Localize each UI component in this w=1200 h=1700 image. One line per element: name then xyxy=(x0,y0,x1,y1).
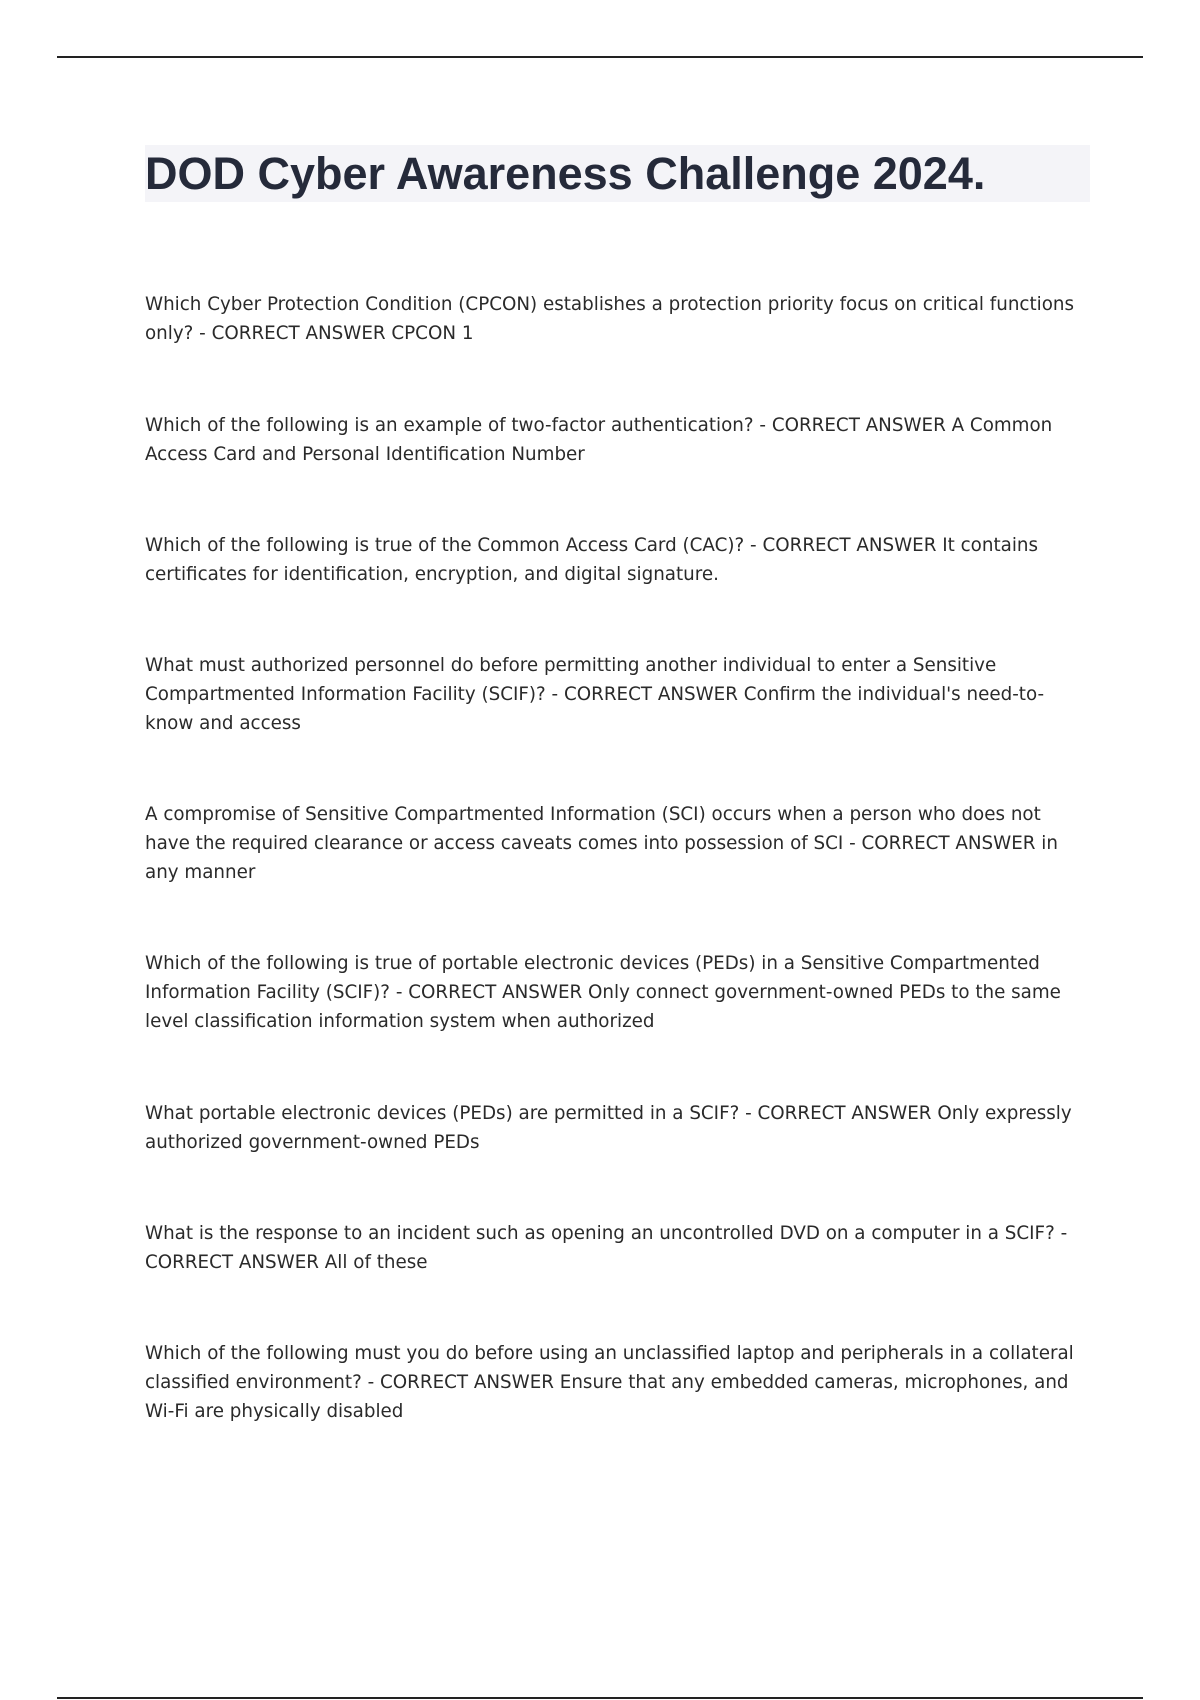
answer-text: It contains certificates for identification, encryption, and digital signature. xyxy=(145,535,1039,585)
qa-item-1 xyxy=(145,290,1085,348)
separator: - xyxy=(361,1372,381,1393)
answer-label: CORRECT ANSWER xyxy=(757,1103,932,1124)
qa-item-2 xyxy=(145,411,1085,469)
answer-text: CPCON 1 xyxy=(391,323,474,344)
answer-label: CORRECT ANSWER xyxy=(408,982,583,1003)
separator: - xyxy=(843,833,862,854)
qa-item-3 xyxy=(145,531,1085,589)
answer-text: All of these xyxy=(324,1252,428,1273)
question-text: What portable electronic devices (PEDs) are permitted in a SCIF? xyxy=(145,1103,740,1124)
answer-label: CORRECT ANSWER xyxy=(861,833,1036,854)
separator: - xyxy=(753,415,772,436)
answer-text: Only connect government-owned PEDs to the same level classification information system when authorized xyxy=(145,982,1061,1032)
question-text: What is the response to an incident such as opening an uncontrolled DVD on a computer in a SCIF? xyxy=(145,1223,1055,1244)
question-text: Which of the following is an example of two-factor authentication? xyxy=(145,415,754,436)
answer-text: Confirm the individual's need-to-know and access xyxy=(145,684,1045,734)
qa-item-9 xyxy=(145,1339,1085,1426)
question-text: Which of the following is true of the Common Access Card (CAC)? xyxy=(145,535,745,556)
page-title: DOD Cyber Awareness Challenge 2024. xyxy=(145,148,986,199)
qa-item-5 xyxy=(145,800,1085,887)
answer-text: A Common Access Card and Personal Identification Number xyxy=(145,415,1053,465)
question-text: A compromise of Sensitive Compartmented Information (SCI) occurs when a person who does not have the required clearance or access caveats comes into possession of SCI xyxy=(145,804,1041,854)
question-text: Which Cyber Protection Condition (CPCON) establishes a protection priority focus on critical functions only? xyxy=(145,294,1074,344)
answer-label: CORRECT ANSWER xyxy=(211,323,386,344)
question-text: Which of the following is true of portable electronic devices (PEDs) in a Sensitive Compartmented Information Facility (SCIF)? xyxy=(145,953,1040,1003)
qa-item-4 xyxy=(145,651,1085,738)
answer-label: CORRECT ANSWER xyxy=(771,415,946,436)
answer-label: CORRECT ANSWER xyxy=(145,1252,319,1273)
answer-text: Ensure that any embedded cameras, microphones, and Wi-Fi are physically disabled xyxy=(145,1372,1069,1422)
separator: - xyxy=(545,684,564,705)
separator: - xyxy=(739,1103,758,1124)
separator: - xyxy=(744,535,763,556)
separator: - xyxy=(1054,1223,1068,1244)
question-text: What must authorized personnel do before permitting another individual to enter a Sensitive Compartmented Information Facility (SCIF)? xyxy=(145,655,997,705)
answer-label: CORRECT ANSWER xyxy=(563,684,738,705)
separator: - xyxy=(390,982,409,1003)
qa-item-6 xyxy=(145,949,1085,1036)
qa-item-7 xyxy=(145,1099,1085,1157)
answer-label: CORRECT ANSWER xyxy=(380,1372,554,1393)
answer-label: CORRECT ANSWER xyxy=(762,535,937,556)
answer-text: Only expressly authorized government-owned PEDs xyxy=(145,1103,1072,1153)
qa-item-8 xyxy=(145,1219,1085,1277)
answer-text: in any manner xyxy=(145,833,1058,883)
bottom-rule xyxy=(57,1697,1143,1699)
top-rule xyxy=(57,56,1143,58)
question-text: Which of the following must you do before using an unclassified laptop and peripherals in a collateral classified environment? xyxy=(145,1343,1074,1393)
separator: - xyxy=(193,323,212,344)
title-banner xyxy=(145,145,1090,202)
